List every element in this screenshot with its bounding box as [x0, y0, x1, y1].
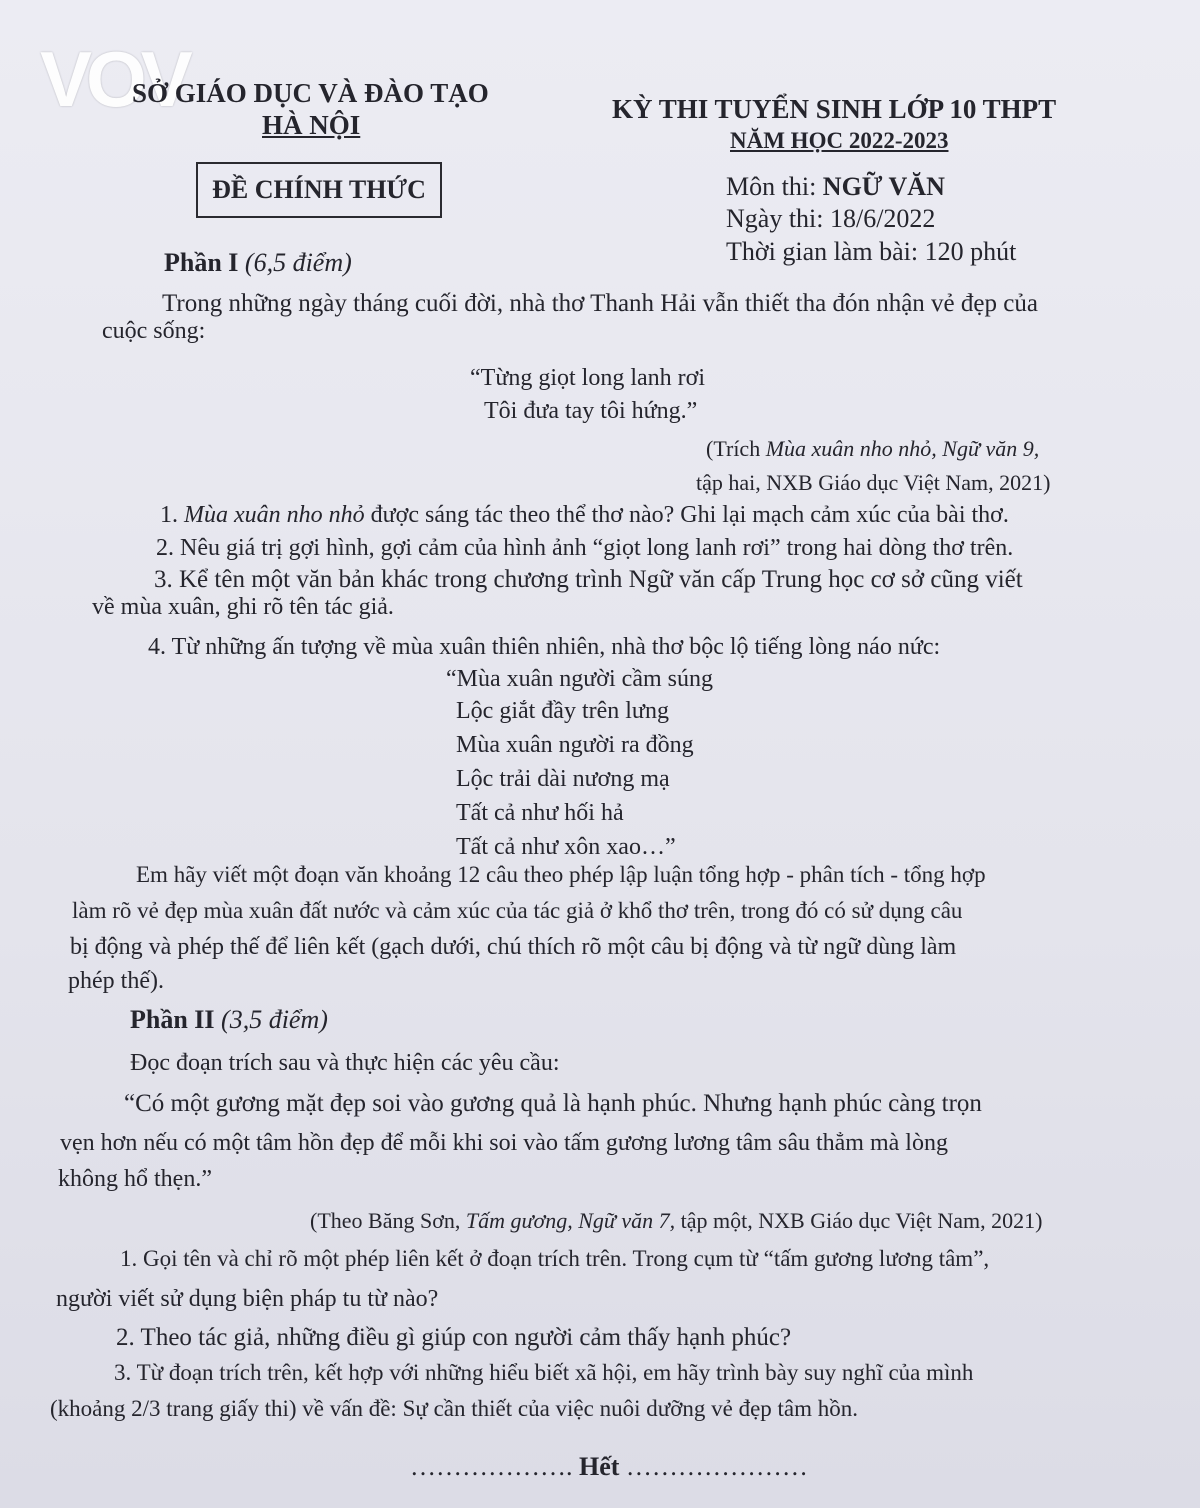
part1-task-line1: Em hãy viết một đoạn văn khoảng 12 câu theo phép lập luận tổng hợp - phân tích - tổng hợp — [136, 862, 986, 887]
poem-line: Lộc giắt đầy trên lưng — [456, 698, 669, 724]
vov-watermark-logo: VOV — [40, 35, 187, 123]
exam-date: Ngày thi: 18/6/2022 — [726, 204, 936, 233]
org-city: HÀ NỘI — [262, 110, 361, 140]
exam-title: KỲ THI TUYỂN SINH LỚP 10 THPT — [612, 94, 1057, 124]
q1-rest: được sáng tác theo thể thơ nào? Ghi lại mạch cảm xúc của bài thơ. — [364, 502, 1009, 528]
excerpt-source-rest: tập một, NXB Giáo dục Việt Nam, 2021) — [675, 1208, 1043, 1233]
quote-line1: “Từng giọt long lanh rơi — [470, 365, 705, 391]
excerpt-line3: không hổ thẹn.” — [58, 1166, 212, 1192]
org-name: SỞ GIÁO DỤC VÀ ĐÀO TẠO — [132, 78, 489, 108]
part1-intro-line1: Trong những ngày tháng cuối đời, nhà thơ Thanh Hải vẫn thiết tha đón nhận vẻ đẹp của — [162, 290, 1038, 317]
end-dots-right: ………………… — [625, 1452, 808, 1481]
part1-task-line2: làm rõ vẻ đẹp mùa xuân đất nước và cảm xúc của tác giả ở khổ thơ trên, trong đó có sử dụng câu — [72, 898, 963, 923]
poem-line: “Mùa xuân người cầm súng — [446, 666, 713, 692]
part1-points: (6,5 điểm) — [244, 248, 352, 277]
excerpt-source-work: Tấm gương, Ngữ văn 7, — [465, 1208, 676, 1233]
poem-line: Tất cả như hối hả — [456, 800, 624, 826]
part2-question-2: 2. Theo tác giả, những điều gì giúp con người cảm thấy hạnh phúc? — [116, 1324, 792, 1351]
quote-source-line2: tập hai, NXB Giáo dục Việt Nam, 2021) — [696, 470, 1051, 495]
end-word: Hết — [579, 1452, 620, 1481]
quote-source-prefix: (Trích — [706, 436, 766, 461]
poem-line: Tất cả như xôn xao…” — [456, 834, 676, 860]
excerpt-line1: “Có một gương mặt đẹp soi vào gương quả là hạnh phúc. Nhưng hạnh phúc càng trọn — [124, 1090, 982, 1117]
part1-heading — [164, 248, 352, 278]
end-dots-left: ………………. — [410, 1452, 573, 1481]
part2-points: (3,5 điểm) — [221, 1005, 328, 1034]
part1-intro-line2: cuộc sống: — [102, 318, 206, 344]
excerpt-line2: vẹn hơn nếu có một tâm hồn đẹp để mỗi khi soi vào tấm gương lương tâm sâu thẳm mà lòng — [60, 1130, 948, 1156]
part2-question-3-line1: 3. Từ đoạn trích trên, kết hợp với những hiểu biết xã hội, em hãy trình bày suy nghĩ của mình — [114, 1360, 974, 1385]
part2-instruction: Đọc đoạn trích sau và thực hiện các yêu cầu: — [130, 1050, 560, 1076]
poem-line: Mùa xuân người ra đồng — [456, 732, 694, 758]
exam-subject — [726, 172, 945, 202]
quote-source — [706, 436, 1039, 462]
excerpt-source — [310, 1208, 1043, 1234]
part1-task-line3: bị động và phép thế để liên kết (gạch dưới, chú thích rõ một câu bị động và từ ngữ dùng làm — [70, 934, 957, 960]
part2-question-1-line2: người viết sử dụng biện pháp tu từ nào? — [56, 1286, 439, 1312]
part2-title: Phần II — [130, 1005, 215, 1034]
part1-title: Phần I — [164, 248, 239, 277]
part2-question-1-line1: 1. Gọi tên và chỉ rõ một phép liên kết ở đoạn trích trên. Trong cụm từ “tấm gương lương tâm”, — [120, 1246, 990, 1271]
q1-work: Mùa xuân nho nhỏ — [184, 502, 365, 528]
part2-heading — [130, 1005, 328, 1035]
part1-task-line4: phép thế). — [68, 968, 164, 994]
official-exam-label: ĐỀ CHÍNH THỨC — [196, 162, 442, 218]
part1-question-2: 2. Nêu giá trị gợi hình, gợi cảm của hình ảnh “giọt long lanh rơi” trong hai dòng thơ trên. — [156, 535, 1014, 561]
part1-question-4: 4. Từ những ấn tượng về mùa xuân thiên nhiên, nhà thơ bộc lộ tiếng lòng náo nức: — [148, 634, 941, 660]
excerpt-source-prefix: (Theo Băng Sơn, — [310, 1208, 466, 1233]
poem-line: Lộc trải dài nương mạ — [456, 766, 670, 792]
exam-duration: Thời gian làm bài: 120 phút — [726, 237, 1017, 266]
quote-line2: Tôi đưa tay tôi hứng.” — [484, 398, 698, 424]
part1-question-3-line1: 3. Kể tên một văn bản khác trong chương trình Ngữ văn cấp Trung học cơ sở cũng viết — [154, 566, 1023, 593]
quote-source-work: Mùa xuân nho nhỏ, Ngữ văn 9, — [765, 436, 1040, 461]
part2-question-3-line2: (khoảng 2/3 trang giấy thi) về vấn đề: Sự cần thiết của việc nuôi dưỡng vẻ đẹp tâm hồn. — [50, 1396, 859, 1421]
subject-label: Môn thi: — [726, 172, 823, 201]
q1-num: 1. — [160, 502, 184, 528]
subject-name: NGỮ VĂN — [822, 172, 945, 201]
part1-question-1 — [160, 502, 1009, 529]
part1-question-3-line2: về mùa xuân, ghi rõ tên tác giả. — [92, 594, 394, 620]
school-year: NĂM HỌC 2022-2023 — [730, 128, 949, 153]
end-of-exam — [410, 1452, 808, 1482]
